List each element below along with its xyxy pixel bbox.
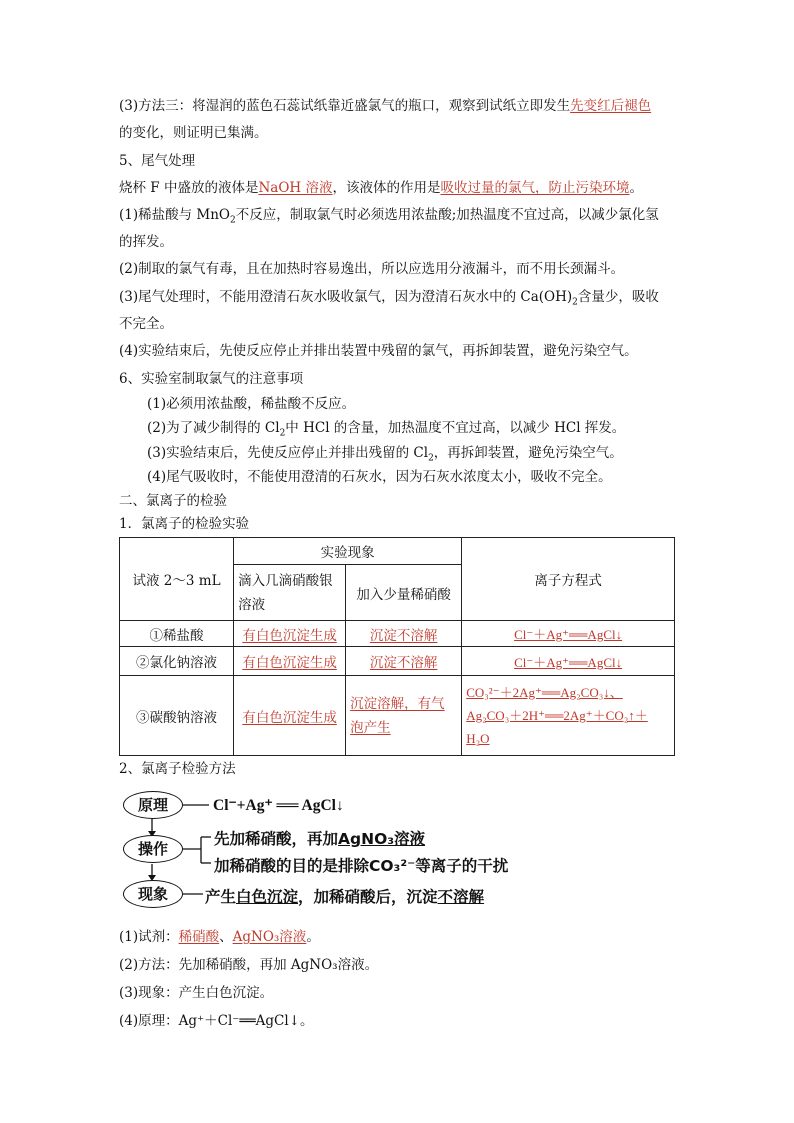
method-three-line — [119, 97, 651, 115]
cell-equation — [462, 676, 675, 756]
operation-purpose: 加稀硝酸的目的是排除CO₃²⁻等离子的干扰 — [214, 857, 509, 875]
cell-hno3 — [346, 647, 462, 676]
cell-hno3 — [346, 676, 462, 756]
subscript: 2 — [572, 297, 578, 308]
text: 中 HCl 的含量，加热温度不宜过高，以减少 HCl 挥发。 — [285, 420, 626, 436]
cell-hno3 — [346, 621, 462, 647]
caution-3 — [147, 444, 623, 462]
equation: Cl⁻＋Ag⁺══AgCl↓ — [514, 627, 623, 642]
text: 烧杯 F 中盛放的液体是 — [119, 180, 259, 196]
section-heading: 二、氯离子的检验 — [119, 493, 227, 509]
text-line: 不完全。 — [119, 316, 173, 332]
note-1 — [119, 206, 659, 224]
text: (3)实验结束后，先使反应停止并排出残留的 Cl — [147, 445, 429, 461]
equation: H₂O — [466, 731, 490, 746]
cell-sample: ③碳酸钠溶液 — [120, 676, 234, 756]
subsection-heading: 1．氯离子的检验实验 — [119, 516, 250, 532]
note-2: (2)制取的氯气有毒，且在加热时容易逸出，所以应选用分液漏斗，而不用长颈漏斗。 — [119, 261, 625, 277]
text: (2)为了减少制得的 Cl — [147, 420, 280, 436]
cell-sample: ②氯化钠溶液 — [120, 647, 234, 676]
answer-blank: 沉淀不溶解 — [369, 627, 438, 644]
header-phenomenon: 实验现象 — [234, 538, 462, 565]
oval-phenomenon: 现象 — [123, 880, 183, 908]
subscript: 2 — [230, 215, 236, 226]
answer-blank: AgNO₃溶液 — [232, 929, 307, 945]
text: (1)稀盐酸与 MnO — [119, 207, 230, 223]
header-agno3: 滴入几滴硝酸银溶液 — [234, 565, 346, 621]
answer-blank: 有白色沉淀生成 — [242, 627, 337, 644]
oval-principle: 原理 — [123, 791, 183, 819]
method-line: (2)方法：先加稀硝酸，再加 AgNO₃溶液。 — [119, 957, 379, 973]
note-4: (4)实验结束后，先使反应停止并排出装置中残留的氯气，再拆卸装置，避免污染空气。 — [119, 343, 638, 359]
header-equation: 离子方程式 — [462, 538, 675, 621]
underlined-text: 白色沉淀 — [236, 888, 299, 906]
table-row — [120, 621, 675, 647]
phenomenon-text — [205, 885, 484, 907]
table-row — [120, 676, 675, 756]
subscript: 2 — [279, 428, 286, 439]
answer-blank: 稀硝酸 — [178, 929, 220, 945]
table-row — [120, 647, 675, 676]
principle-equation: Cl⁻+Ag⁺ ══ AgCl↓ — [213, 797, 344, 814]
underlined-text: AgNO₃溶液 — [338, 830, 426, 848]
caution-4: (4)尾气吸收时，不能使用澄清的石灰水，因为石灰水浓度太小，吸收不完全。 — [147, 469, 612, 485]
text: (3)尾气处理时，不能用澄清石灰水吸收氯气，因为澄清石灰水中的 Ca(OH) — [119, 289, 573, 305]
text: ，再拆卸装置，避免污染空气。 — [433, 445, 623, 461]
text: (3)方法三：将湿润的蓝色石蕊试纸靠近盛氯气的瓶口，观察到试纸立即发生 — [119, 98, 571, 114]
text: (1)试剂： — [119, 929, 179, 945]
text: 产生 — [205, 888, 237, 906]
section-heading: 5、尾气处理 — [119, 153, 196, 169]
answer-blank: 有白色沉淀生成 — [242, 655, 337, 671]
text: 、 — [219, 929, 233, 945]
cell-equation — [462, 621, 675, 647]
beaker-line — [119, 179, 643, 197]
text-line: 的挥发。 — [119, 234, 173, 250]
text: ，加稀硝酸后，沉淀 — [298, 888, 438, 906]
section-heading: 6、实验室制取氯气的注意事项 — [119, 371, 304, 387]
equation: Ag₂CO₃＋2H⁺══2Ag⁺＋CO₂↑＋ — [466, 708, 648, 723]
operation-step — [214, 827, 425, 849]
answer-blank: 沉淀不溶解 — [369, 655, 438, 671]
text: 先加稀硝酸，再加 — [214, 830, 339, 848]
text-line: 的变化，则证明已集满。 — [119, 125, 268, 141]
reagent-line — [119, 928, 320, 946]
equation: Cl⁻＋Ag⁺══AgCl↓ — [514, 654, 623, 670]
cell-sample: ①稀盐酸 — [120, 621, 234, 647]
text: 。 — [629, 180, 643, 196]
phenomenon-line: (3)现象：产生白色沉淀。 — [119, 985, 274, 1001]
subscript: 2 — [428, 453, 434, 464]
caution-2 — [147, 419, 625, 437]
text: 。 — [306, 929, 320, 945]
answer-blank: 吸收过量的氯气，防止污染环境 — [440, 180, 630, 196]
caution-1: (1)必须用浓盐酸，稀盐酸不反应。 — [147, 396, 356, 412]
text: 含量少，吸收 — [577, 289, 659, 305]
header-hno3: 加入少量稀硝酸 — [346, 565, 462, 621]
header-sample: 试液 2～3 mL — [120, 538, 234, 621]
method-diagram — [119, 785, 549, 910]
cell-agno3 — [234, 676, 346, 756]
note-3 — [119, 288, 659, 306]
subsection-heading: 2、氯离子检验方法 — [119, 761, 236, 777]
cell-agno3 — [234, 647, 346, 676]
cell-agno3 — [234, 621, 346, 647]
answer-blank: 先变红后褪色 — [570, 98, 652, 114]
answer-blank: 有白色沉淀生成 — [242, 709, 337, 726]
oval-operation: 操作 — [123, 835, 183, 863]
answer-blank: NaOH 溶液 — [258, 180, 333, 196]
answer-blank: 沉淀溶解，有气泡产生 — [350, 695, 445, 736]
equation: CO₃²⁻＋2Ag⁺══Ag₂CO₃↓、 — [466, 685, 623, 700]
underlined-text: 不溶解 — [437, 888, 485, 906]
text: ，该液体的作用是 — [332, 180, 441, 196]
chloride-test-table — [119, 537, 675, 756]
text: 不反应，制取氯气时必须选用浓盐酸;加热温度不宜过高，以减少氯化氢 — [235, 207, 659, 223]
principle-line: (4)原理：Ag⁺＋Cl⁻══AgCl↓。 — [119, 1013, 314, 1029]
cell-equation — [462, 647, 675, 676]
